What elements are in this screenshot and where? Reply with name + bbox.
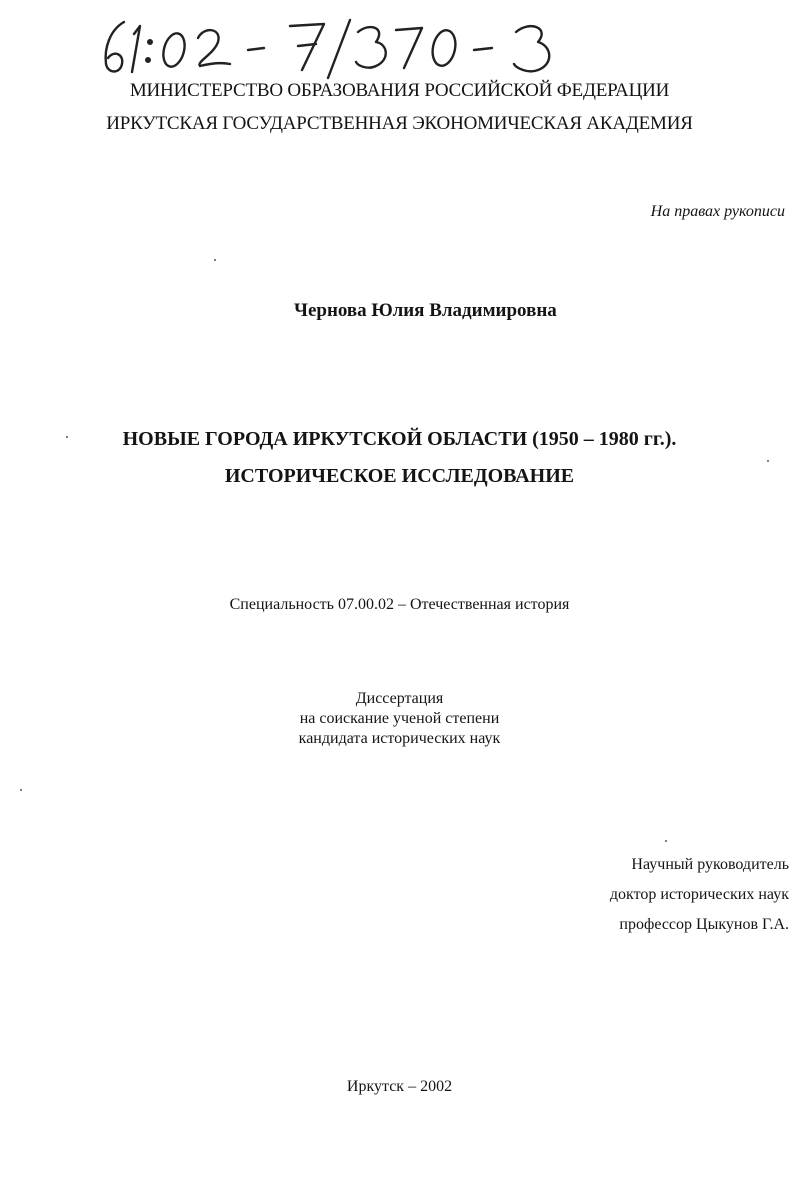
specialty-line: Специальность 07.00.02 – Отечественная история (229, 596, 570, 613)
dissertation-title-line1: НОВЫЕ ГОРОДА ИРКУТСКОЙ ОБЛАСТИ (1950 – 1980 гг.). (122, 428, 677, 450)
supervisor-degree: доктор исторических наук (609, 886, 789, 903)
scan-speck (20, 789, 22, 791)
manuscript-rights-note: На правах рукописи (650, 203, 785, 220)
supervisor-role: Научный руководитель (631, 856, 789, 873)
place-and-year: Иркутск – 2002 (346, 1078, 453, 1095)
dissertation-field-line: кандидата исторических наук (298, 730, 501, 747)
scan-speck (214, 259, 216, 261)
academy-heading: ИРКУТСКАЯ ГОСУДАРСТВЕННАЯ ЭКОНОМИЧЕСКАЯ АКАДЕМИЯ (106, 113, 693, 134)
supervisor-name: профессор Цыкунов Г.А. (619, 916, 789, 933)
ministry-heading: МИНИСТЕРСТВО ОБРАЗОВАНИЯ РОССИЙСКОЙ ФЕДЕРАЦИИ (129, 80, 670, 101)
scan-speck (66, 436, 68, 438)
dissertation-type: Диссертация (355, 690, 444, 707)
dissertation-title-line2: ИСТОРИЧЕСКОЕ ИССЛЕДОВАНИЕ (224, 465, 575, 487)
handwritten-archive-mark (88, 12, 568, 82)
dissertation-degree-line: на соискание ученой степени (299, 710, 500, 727)
author-name: Чернова Юлия Владимировна (294, 300, 557, 321)
scan-speck (767, 460, 769, 462)
scan-speck (665, 840, 667, 842)
